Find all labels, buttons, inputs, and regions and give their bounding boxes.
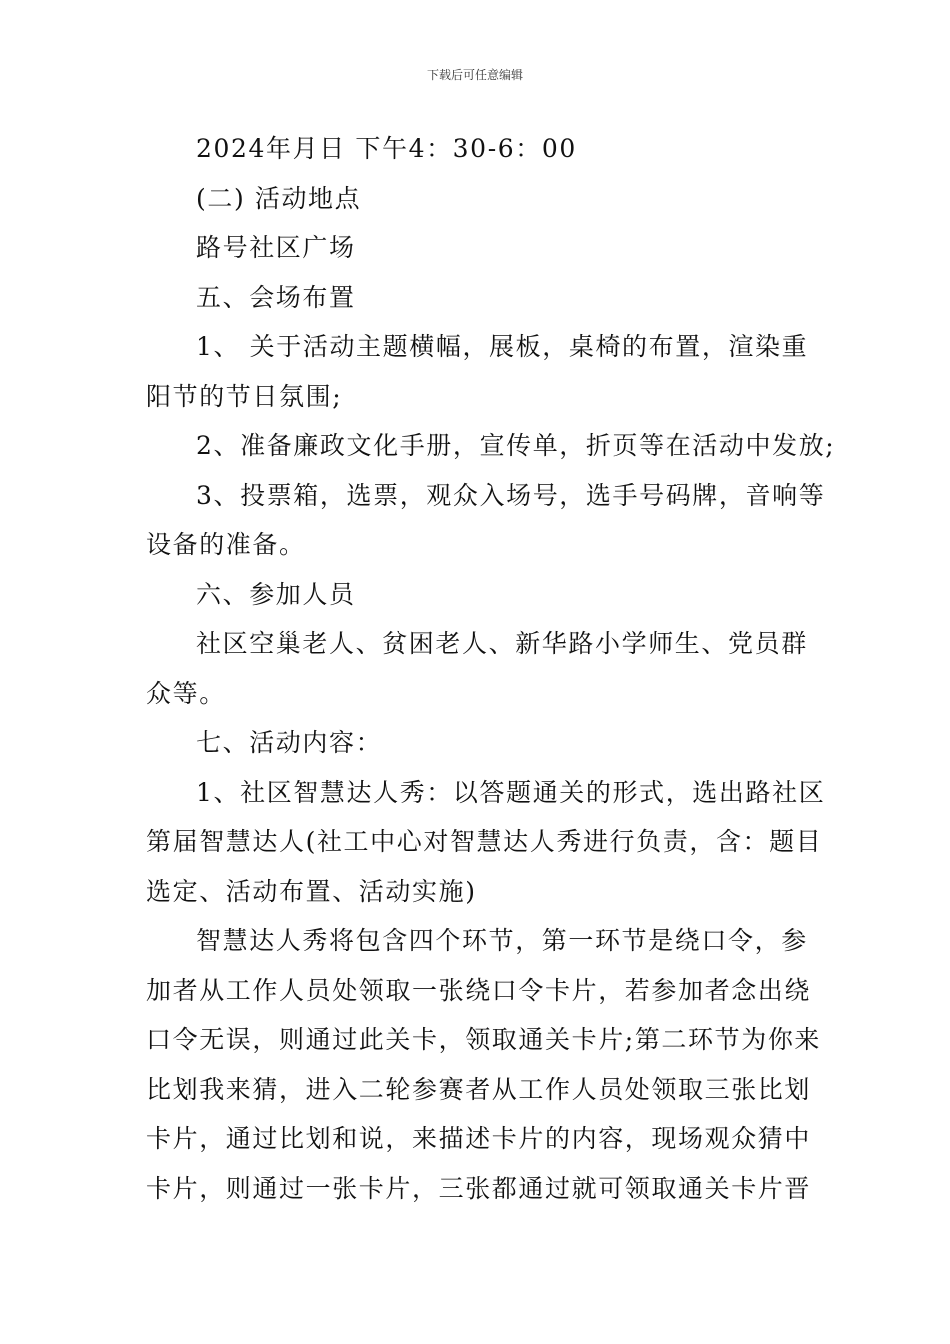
document-body: [146, 124, 836, 1213]
content-detail-line-6: 卡片，则通过一张卡片，三张都通过就可领取通关卡片晋: [146, 1173, 812, 1203]
layout-item-1-line-1: 1、 关于活动主题横幅，展板，桌椅的布置，渲染重: [196, 332, 809, 361]
event-time-line: 2024年月日 下午4：30-6：00: [196, 134, 577, 163]
content-item-1-line-3: 选定、活动布置、活动实施): [146, 876, 477, 906]
content-detail-line-1: 智慧达人秀将包含四个环节，第一环节是绕口令，参: [196, 926, 808, 955]
layout-item-3-line-1: 3、投票箱，选票，观众入场号，选手号码牌，音响等: [196, 480, 826, 510]
participants-line-1: 社区空巢老人、贫困老人、新华路小学师生、党员群: [196, 629, 808, 658]
section-heading-content: 七、活动内容：: [196, 728, 383, 757]
content-detail-line-3: 口令无误，则通过此关卡，领取通关卡片;第二环节为你来: [146, 1025, 822, 1054]
content-detail-line-5: 卡片，通过比划和说，来描述卡片的内容，现场观众猜中: [146, 1124, 812, 1153]
venue-line: 路号社区广场: [196, 233, 356, 262]
layout-item-2: 2、准备廉政文化手册，宣传单，折页等在活动中发放;: [196, 431, 836, 460]
content-detail-line-2: 加者从工作人员处领取一张绕口令卡片，若参加者念出绕: [146, 975, 812, 1005]
section-heading-participants: 六、参加人员: [196, 579, 356, 609]
section-heading-layout: 五、会场布置: [196, 282, 356, 312]
layout-item-3-line-2: 设备的准备。: [146, 530, 306, 559]
content-item-1-line-2: 第届智慧达人(社工中心对智慧达人秀进行负责，含：题目: [146, 827, 823, 856]
participants-line-2: 众等。: [146, 678, 226, 708]
content-item-1-line-1: 1、社区智慧达人秀：以答题通关的形式，选出路社区: [196, 777, 826, 807]
section-heading-venue: (二) 活动地点: [196, 183, 362, 213]
content-detail-line-4: 比划我来猜，进入二轮参赛者从工作人员处领取三张比划: [146, 1074, 812, 1104]
header-note: 下载后可任意编辑: [426, 68, 523, 82]
layout-item-1-line-2: 阳节的节日氛围;: [146, 381, 343, 411]
